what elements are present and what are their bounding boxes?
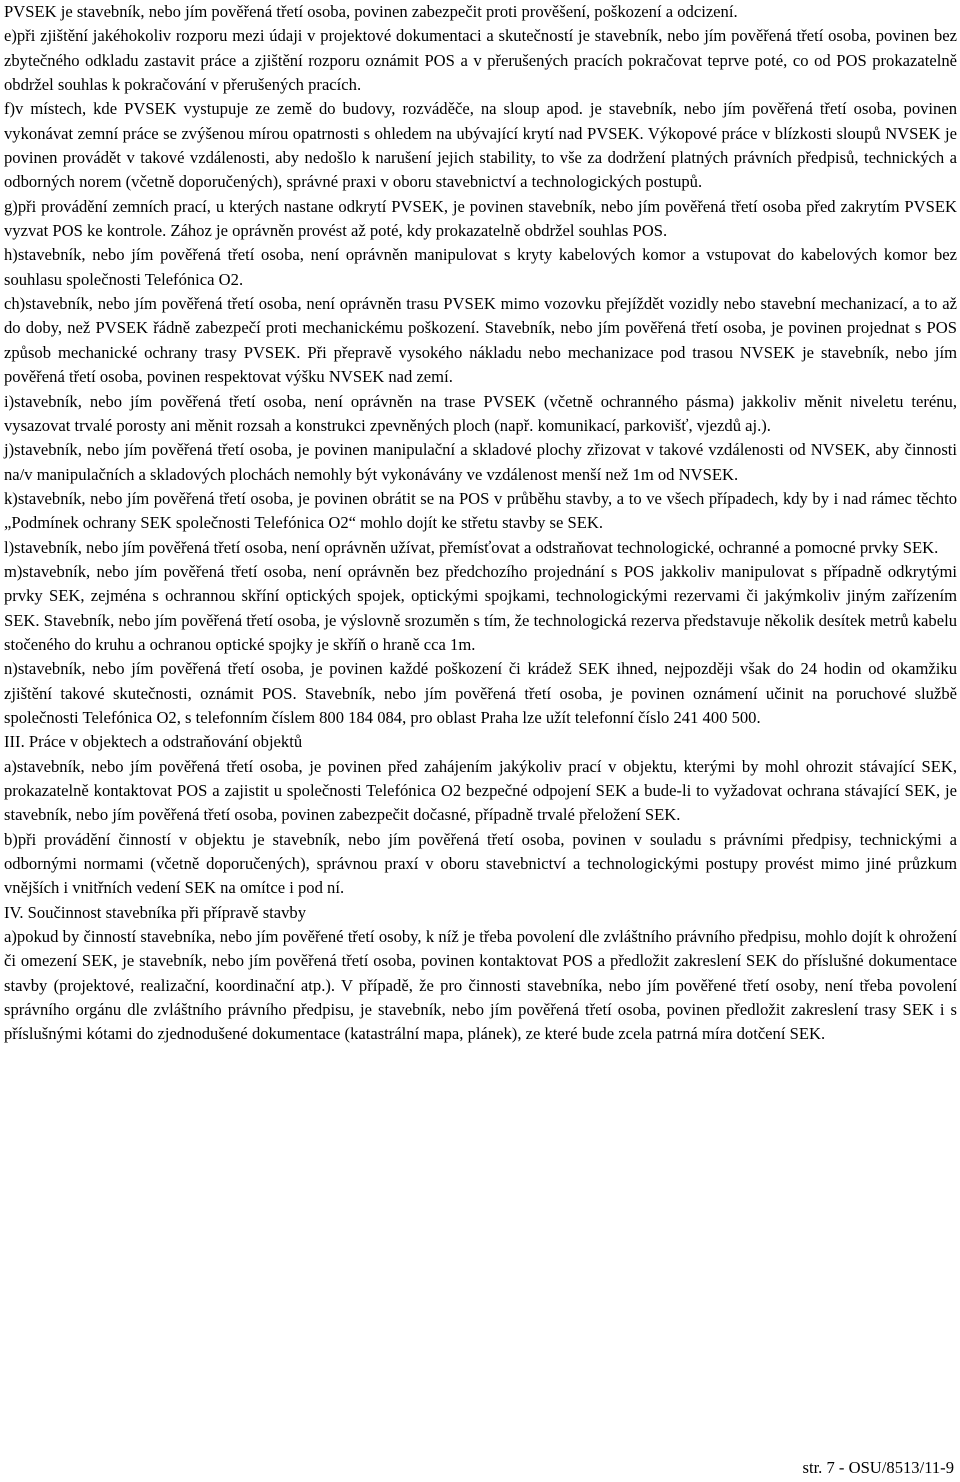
paragraph: h)stavebník, nebo jím pověřená třetí osoba, není oprávněn manipulovat s kryty kabelových komor a vstupovat do kabelových komor bez souhlasu společnosti Telefónica O2. [4, 245, 957, 289]
paragraph: PVSEK je stavebník, nebo jím pověřená třetí osoba, povinen zabezpečit proti prověšení, poškození a odcizení. [4, 2, 738, 21]
section-heading: IV. Součinnost stavebníka při přípravě stavby [4, 902, 307, 922]
paragraph: n)stavebník, nebo jím pověřená třetí osoba, je povinen každé poškození či krádež SEK ihned, nejpozději však do 24 hodin od okamžiku zjištění takové skutečnosti, oznámit POS. Stavebník, nebo jím pověřená třetí osoba, je povinen oznámení učinit na poruchové službě společnosti Telefónica O2, s telefonním číslem 800 184 084, pro oblast Praha lze užít telefonní číslo 241 400 500. [4, 659, 957, 727]
page-footer: str. 7 - OSU/8513/11-9 [802, 1458, 954, 1477]
paragraph: j)stavebník, nebo jím pověřená třetí osoba, je povinen manipulační a skladové plochy zřizovat v takové vzdálenosti od NVSEK, aby činnosti na/v manipulačních a skladových plochách nemohly být vykonávány ve vzdálenost menší než 1m od NVSEK. [4, 440, 957, 484]
paragraph: e)při zjištění jakéhokoliv rozporu mezi údaji v projektové dokumentaci a skutečností je stavebník, nebo jím pověřená třetí osoba, povinen bez zbytečného odkladu zastavit práce a zjištění rozporu oznámit POS a v přerušených pracích pokračovat teprve poté, co od POS prokazatelně obdržel souhlas k pokračování v přerušených pracích. [4, 26, 957, 95]
paragraph: g)při provádění zemních prací, u kterých nastane odkrytí PVSEK, je povinen stavebník, nebo jím pověřená třetí osoba před zakrytím PVSEK vyzvat POS ke kontrole. Zához je oprávněn provést až poté, kdy prokazatelně obdržel souhlas POS. [4, 196, 957, 241]
paragraph: a)pokud by činností stavebníka, nebo jím pověřené třetí osoby, k níž je třeba povolení dle zvláštního právního předpisu, mohlo dojít k ohrožení či omezení SEK, je stavebník, nebo jím pověřená třetí osoba, povinen kontaktovat POS a předložit zakreslení SEK do příslušné dokumentace stavby (projektové, realizační, koordinační atp.). V případě, že pro činnosti stavebníka, nebo jím pověřené třetí osoby, není třeba povolení správního orgánu dle zvláštního právního předpisu, je stavebník, nebo jím pověřená třetí osoba, povinen předložit zakreslení trasy SEK i s příslušnými kótami do zjednodušené dokumentace (katastrální mapa, plánek), ze které bude zcela patrná míra dotčení SEK. [4, 927, 957, 1044]
paragraph: ch)stavebník, nebo jím pověřená třetí osoba, není oprávněn trasu PVSEK mimo vozovku přejíždět vozidly nebo stavební mechanizací, a to až do doby, než PVSEK řádně zabezpečí proti mechanickému poškození. Stavebník, nebo jím pověřená třetí osoba, je povinen projednat s POS způsob mechanické ochrany trasy PVSEK. Při přepravě vysokého nákladu nebo mechanizace pod trasou NVSEK je stavebník, nebo jím pověřená třetí osoba, povinen respektovat výšku NVSEK nad zemí. [4, 294, 957, 387]
paragraph: m)stavebník, nebo jím pověřená třetí osoba, není oprávněn bez předchozího projednání s POS jakkoliv manipulovat s případně odkrytými prvky SEK, zejména s ochrannou skříní optických spojek, optickými spojkami, technologickými rezervami či jakýmkoliv jiným zařízením SEK. Stavebník, nebo jím pověřená třetí osoba, je výslovně srozuměn s tím, že technologická rezerva představuje několik desítek metrů kabelu stočeného do kruhu a ochranou optické spojky je skříň o hraně cca 1m. [4, 561, 957, 654]
paragraph: i)stavebník, nebo jím pověřená třetí osoba, není oprávněn na trase PVSEK (včetně ochranného pásma) jakkoliv měnit niveletu terénu, vysazovat trvalé porosty ani měnit rozsah a konstrukci zpevněných ploch (např. komunikací, parkovišť, vjezdů aj.). [4, 391, 957, 435]
document-body [4, 0, 957, 1047]
paragraph: b)při provádění činností v objektu je stavebník, nebo jím pověřená třetí osoba, povinen v souladu s právními předpisy, technickými a odbornými normami (včetně doporučených), správnou praxí v oboru stavebnictví a technologickými postupy provést mimo jiné průzkum vnějších i vnitřních vedení SEK na omítce i pod ní. [4, 829, 957, 898]
section-heading: III. Práce v objektech a odstraňování objektů [4, 732, 303, 752]
paragraph: l)stavebník, nebo jím pověřená třetí osoba, není oprávněn užívat, přemísťovat a odstraňovat technologické, ochranné a pomocné prvky SEK. [4, 537, 939, 557]
paragraph: f)v místech, kde PVSEK vystupuje ze země do budovy, rozváděče, na sloup apod. je stavebník, nebo jím pověřená třetí osoba, povinen vykonávat zemní práce se zvýšenou mírou opatrnosti s ohledem na ubývající krytí nad PVSEK. Výkopové práce v blízkosti sloupů NVSEK je povinen provádět v takové vzdálenosti, aby nedošlo k narušení jejich stability, to vše za dodržení platných právních předpisů, technických a odborných norem (včetně doporučených), správné praxi v oboru stavebnictví a technologických postupů. [4, 99, 957, 192]
paragraph: k)stavebník, nebo jím pověřená třetí osoba, je povinen obrátit se na POS v průběhu stavby, a to ve všech případech, kdy by i nad rámec těchto „Podmínek ochrany SEK společnosti Telefónica O2“ mohlo dojít ke střetu stavby se SEK. [4, 488, 957, 533]
paragraph: a)stavebník, nebo jím pověřená třetí osoba, je povinen před zahájením jakýkoliv prací v objektu, kterými by mohl ohrozit stávající SEK, prokazatelně kontaktovat POS a zajistit u společnosti Telefónica O2 bezpečné odpojení SEK a bude-li to vyžadovat ochrana stávající SEK, je stavebník, nebo jím pověřená třetí osoba, povinen zabezpečit dočasné, případně trvalé přeložení SEK. [4, 756, 957, 825]
